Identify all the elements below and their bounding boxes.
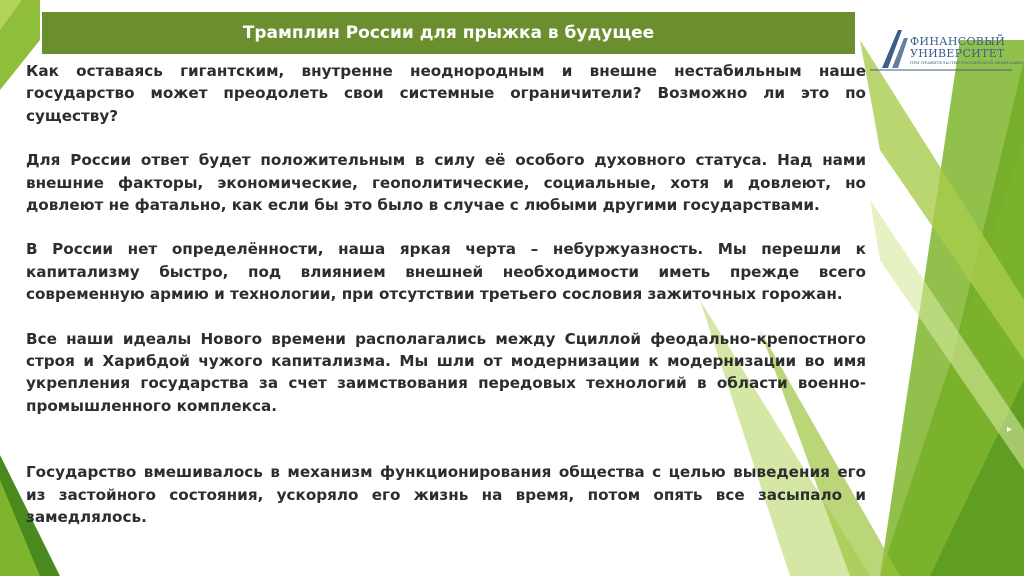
logo-line-1: ФИНАНСОВЫЙ bbox=[910, 35, 1006, 48]
paragraph-3: В России нет определённости, наша яркая черта – небуржуазность. Мы перешли к капитализму быстро, под влиянием внешней необходимости иметь прежде всего современную армию и технологии, при отсутствии третьего сословия зажиточных горожан. bbox=[26, 240, 866, 304]
university-logo-text bbox=[910, 36, 1023, 66]
logo-line-2: УНИВЕРСИТЕТ bbox=[910, 47, 1005, 60]
paragraph-2: Для России ответ будет положительным в силу её особого духовного статуса. Над нами внешние факторы, экономические, геополитические, социальные, хотя и довлеют, но довлеют не фатально, как если бы это было в случае с любыми другими государствами. bbox=[26, 151, 866, 215]
paragraph-4: Все наши идеалы Нового времени располагались между Сциллой феодально-крепостного строя и Харибдой чужого капитализма. Мы шли от модернизации к модернизации во имя укрепления государства за счет заимствования передовых технологий в области военно-промышленного комплекса. bbox=[26, 329, 866, 415]
slide-nav-icon[interactable]: ▸ bbox=[1007, 424, 1013, 435]
slide-body bbox=[26, 60, 866, 529]
paragraph-1: Как оставаясь гигантским, внутренне неоднородным и внешне нестабильным наше государство может преодолеть свои системные ограничители? Возможно ли это по существу? bbox=[26, 62, 866, 125]
paragraph-5: Государство вмешивалось в механизм функционирования общества с целью выведения его из застойного состояния, ускоряло его жизнь на время, потом опять все засыпало и замедлялось. bbox=[26, 463, 866, 527]
slide-title-bar bbox=[42, 12, 855, 54]
logo-line-3: ПРИ ПРАВИТЕЛЬСТВЕ РОССИЙСКОЙ ФЕДЕРАЦИИ bbox=[910, 60, 1023, 65]
slide-title: Трамплин России для прыжка в будущее bbox=[242, 23, 655, 43]
